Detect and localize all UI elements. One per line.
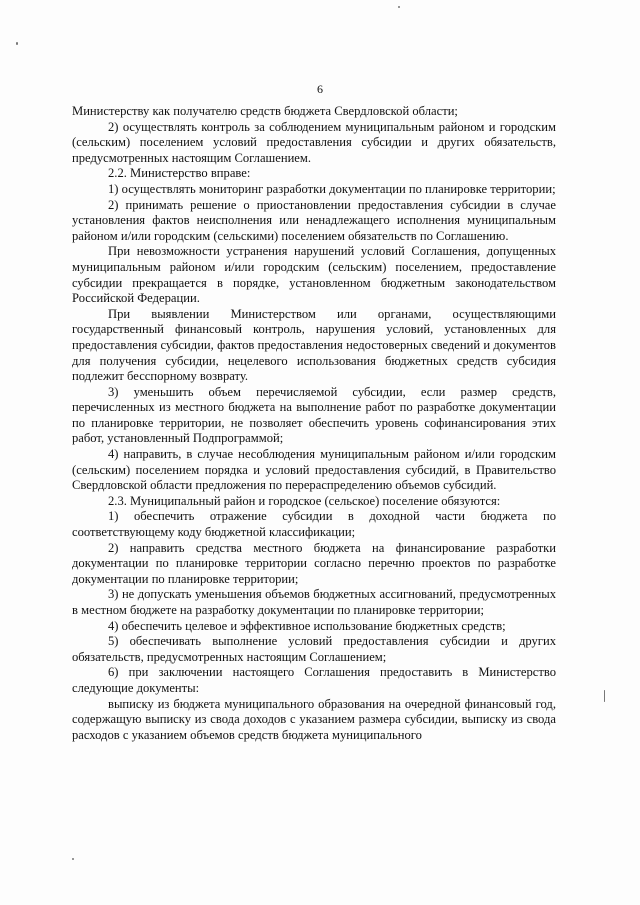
paragraph: 2) направить средства местного бюджета на финансирование разработки документации по планировке территории согласно перечню проектов по разработке документации по планировке территории; (72, 540, 556, 586)
paragraph: 4) направить, в случае несоблюдения муниципальным районом и/или городским (сельским) поселением порядка и условий предоставления субсидий, в Правительство Свердловской области предложения по перераспределению объемов субсидий. (72, 447, 556, 493)
paragraph: 1) осуществлять мониторинг разработки документации по планировке территории; (108, 181, 556, 196)
scan-speck (604, 690, 605, 702)
paragraph: 2) принимать решение о приостановлении предоставления субсидии в случае установления фактов неисполнения или ненадлежащего исполнения муниципальным районом и/или городским (сельскими) поселением обязательств по Соглашению. (72, 197, 556, 243)
scan-speck (16, 42, 18, 45)
paragraph: 4) обеспечить целевое и эффективное использование бюджетных средств; (108, 618, 506, 633)
paragraph: 2.3. Муниципальный район и городское (сельское) поселение обязуются: (108, 493, 501, 508)
paragraph: 5) обеспечивать выполнение условий предоставления субсидии и других обязательств, предусмотренных настоящим Соглашением; (72, 634, 556, 664)
paragraph: При выявлении Министерством или органами, осуществляющими государственный финансовый контроль, нарушения условий, установленных для предоставления субсидии, фактов предоставления недостоверных сведений и документов для получения субсидии, нецелевого использования бюджетных средств субсидия подлежит бесспорному возврату. (72, 306, 556, 384)
paragraph: 6) при заключении настоящего Соглашения предоставить в Министерство следующие документы: (72, 665, 556, 695)
paragraph: При невозможности устранения нарушений условий Соглашения, допущенных муниципальным районом и/или городским (сельским) поселением, предоставление субсидии прекращается в порядке, установленном бюджетным законодательством Российской Федерации. (72, 244, 556, 306)
paragraph: 3) не допускать уменьшения объемов бюджетных ассигнований, предусмотренных в местном бюджете на разработку документации по планировке территории; (72, 587, 556, 617)
scan-speck (72, 858, 74, 860)
paragraph: 3) уменьшить объем перечисляемой субсидии, если размер средств, перечисленных из местного бюджета на выполнение работ по разработке документации по планировке территории, не позволяет обеспечить уровень софинансирования этих работ, установленный Подпрограммой; (72, 384, 556, 446)
paragraph: 2.2. Министерство вправе: (108, 166, 251, 181)
paragraph: Министерству как получателю средств бюджета Свердловской области; (72, 104, 458, 118)
document-body (72, 104, 556, 743)
paragraph: выписку из бюджета муниципального образования на очередной финансовый год, содержащую выписку из свода доходов с указанием размера субсидии, выписку из свода расходов с указанием объемов средств бюджета муниципального (72, 696, 556, 742)
paragraph: 1) обеспечить отражение субсидии в доходной части бюджета по соответствующему коду бюджетной классификации; (72, 509, 556, 540)
paragraph: 2) осуществлять контроль за соблюдением муниципальным районом и городским (сельским) поселением условий предоставления субсидии и других обязательств, предусмотренных настоящим Соглашением. (72, 119, 556, 165)
page-number: 6 (317, 82, 323, 96)
scan-speck (398, 6, 400, 8)
